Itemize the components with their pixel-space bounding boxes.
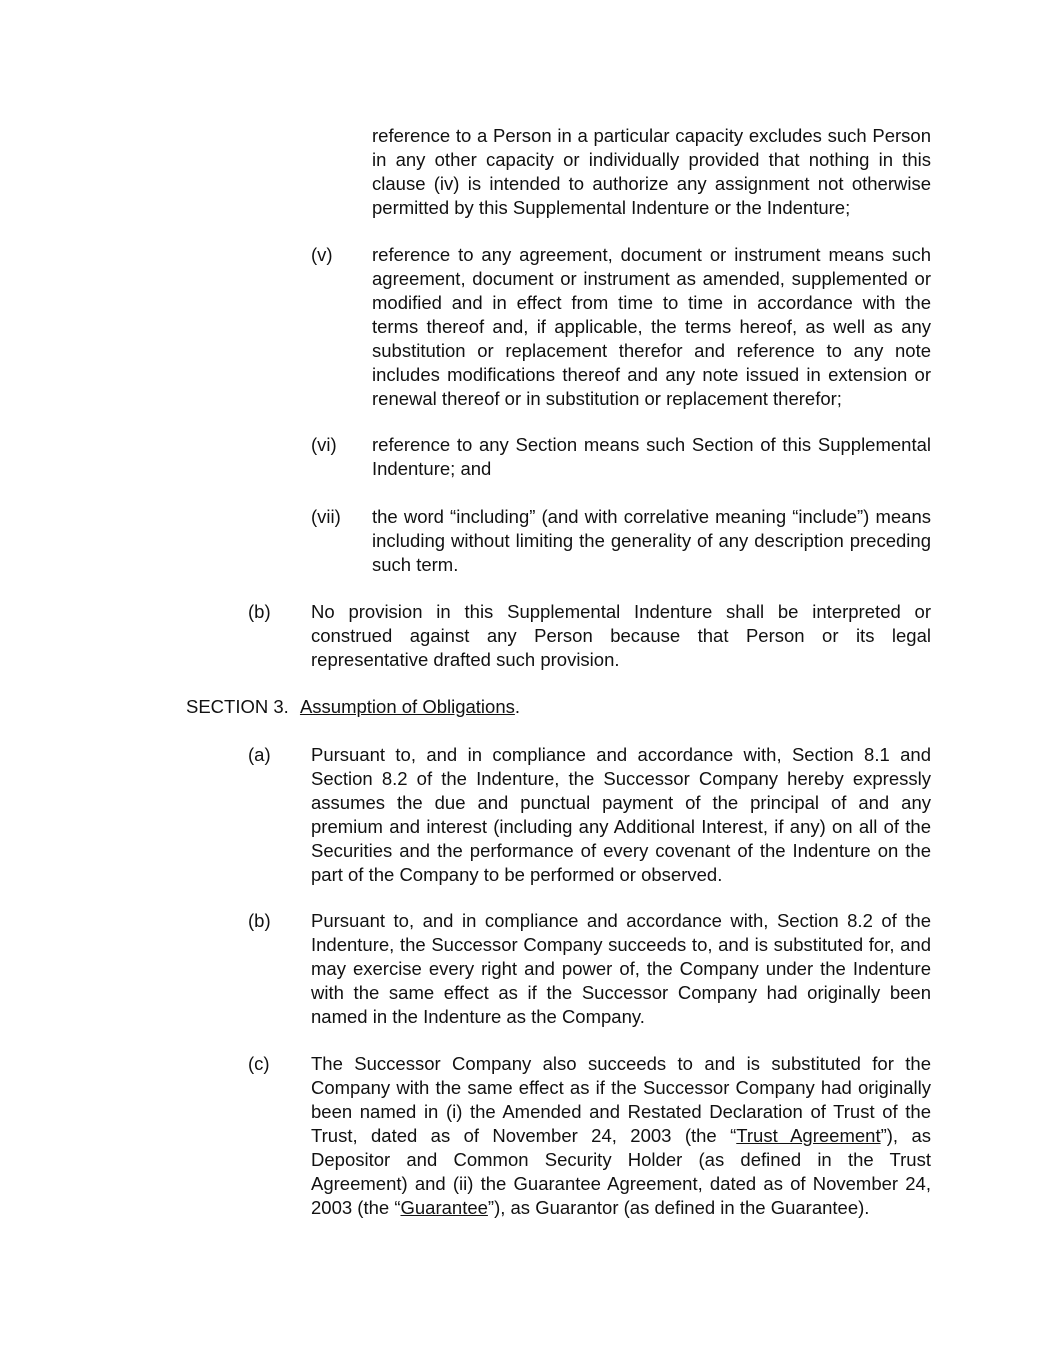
section3-b-text: Pursuant to, and in compliance and accordance with, Section 8.2 of the Indenture, the Successor Company succeeds to, and is substituted for, and may exercise every right and power of, the Company under the Indenture with the same effect as if the Successor Company had originally been named in the Indenture as the Company. [311, 910, 931, 1027]
section3-b-marker: (b) [248, 910, 271, 931]
clause-v-marker: (v) [311, 244, 333, 265]
clause-vi-marker: (vi) [311, 434, 337, 455]
section2-b-marker: (b) [248, 601, 271, 622]
section2-b-text: No provision in this Supplemental Indenture shall be interpreted or construed against any Person because that Person or its legal representative drafted such provision. [311, 601, 931, 670]
section3-c-text-part2: ”), as Depositor and Common Security Holder (as defined in the Trust Agreement) and (ii) the Guarantee Agreement, dated as of November 24, 2003 (the “ [311, 1125, 931, 1218]
clause-vii-text: the word “including” (and with correlative meaning “include”) means including without limiting the generality of any description preceding such term. [372, 506, 931, 575]
clause-vi-text: reference to any Section means such Section of this Supplemental Indenture; and [372, 434, 931, 479]
section3-c-text-part1: The Successor Company also succeeds to and is substituted for the Company with the same effect as if the Successor Company had originally been named in (i) the Amended and Restated Declaration of Trust of the Trust, dated as of November 24, 2003 (the “ [311, 1053, 931, 1146]
defined-term-guarantee: Guarantee [400, 1197, 488, 1218]
section3-title: Assumption of Obligations [299, 696, 515, 717]
clause-iv-continuation: reference to a Person in a particular capacity excludes such Person in any other capacity or individually provided that nothing in this clause (iv) is intended to authorize any assignment not otherwise permitted by this Supplemental Indenture or the Indenture; [372, 125, 931, 218]
section3-a-text: Pursuant to, and in compliance and accordance with, Section 8.1 and Section 8.2 of the Indenture, the Successor Company hereby expressly assumes the due and punctual payment of the principal of and any premium and interest (including any Additional Interest, if any) on all of the Securities and the performance of every covenant of the Indenture on the part of the Company to be performed or observed. [311, 744, 931, 885]
section3-c-text [311, 1052, 931, 1220]
section3-heading [186, 695, 520, 719]
section3-c-text-part3: ”), as Guarantor (as defined in the Guarantee). [487, 1197, 870, 1218]
section3-c-marker: (c) [248, 1053, 270, 1074]
section3-number: SECTION 3. [186, 696, 289, 717]
section3-title-period: . [514, 696, 521, 717]
section3-a-marker: (a) [248, 744, 271, 765]
defined-term-trust-agreement: Trust Agreement [736, 1125, 881, 1146]
clause-v-text: reference to any agreement, document or instrument means such agreement, document or instrument as amended, supplemented or modified and in effect from time to time in accordance with the terms thereof and, if applicable, the terms hereof, as well as any substitution or replacement therefor and reference to any note includes modifications thereof and any note issued in extension or renewal thereof or in substitution or replacement therefor; [372, 244, 931, 409]
clause-vii-marker: (vii) [311, 506, 341, 527]
